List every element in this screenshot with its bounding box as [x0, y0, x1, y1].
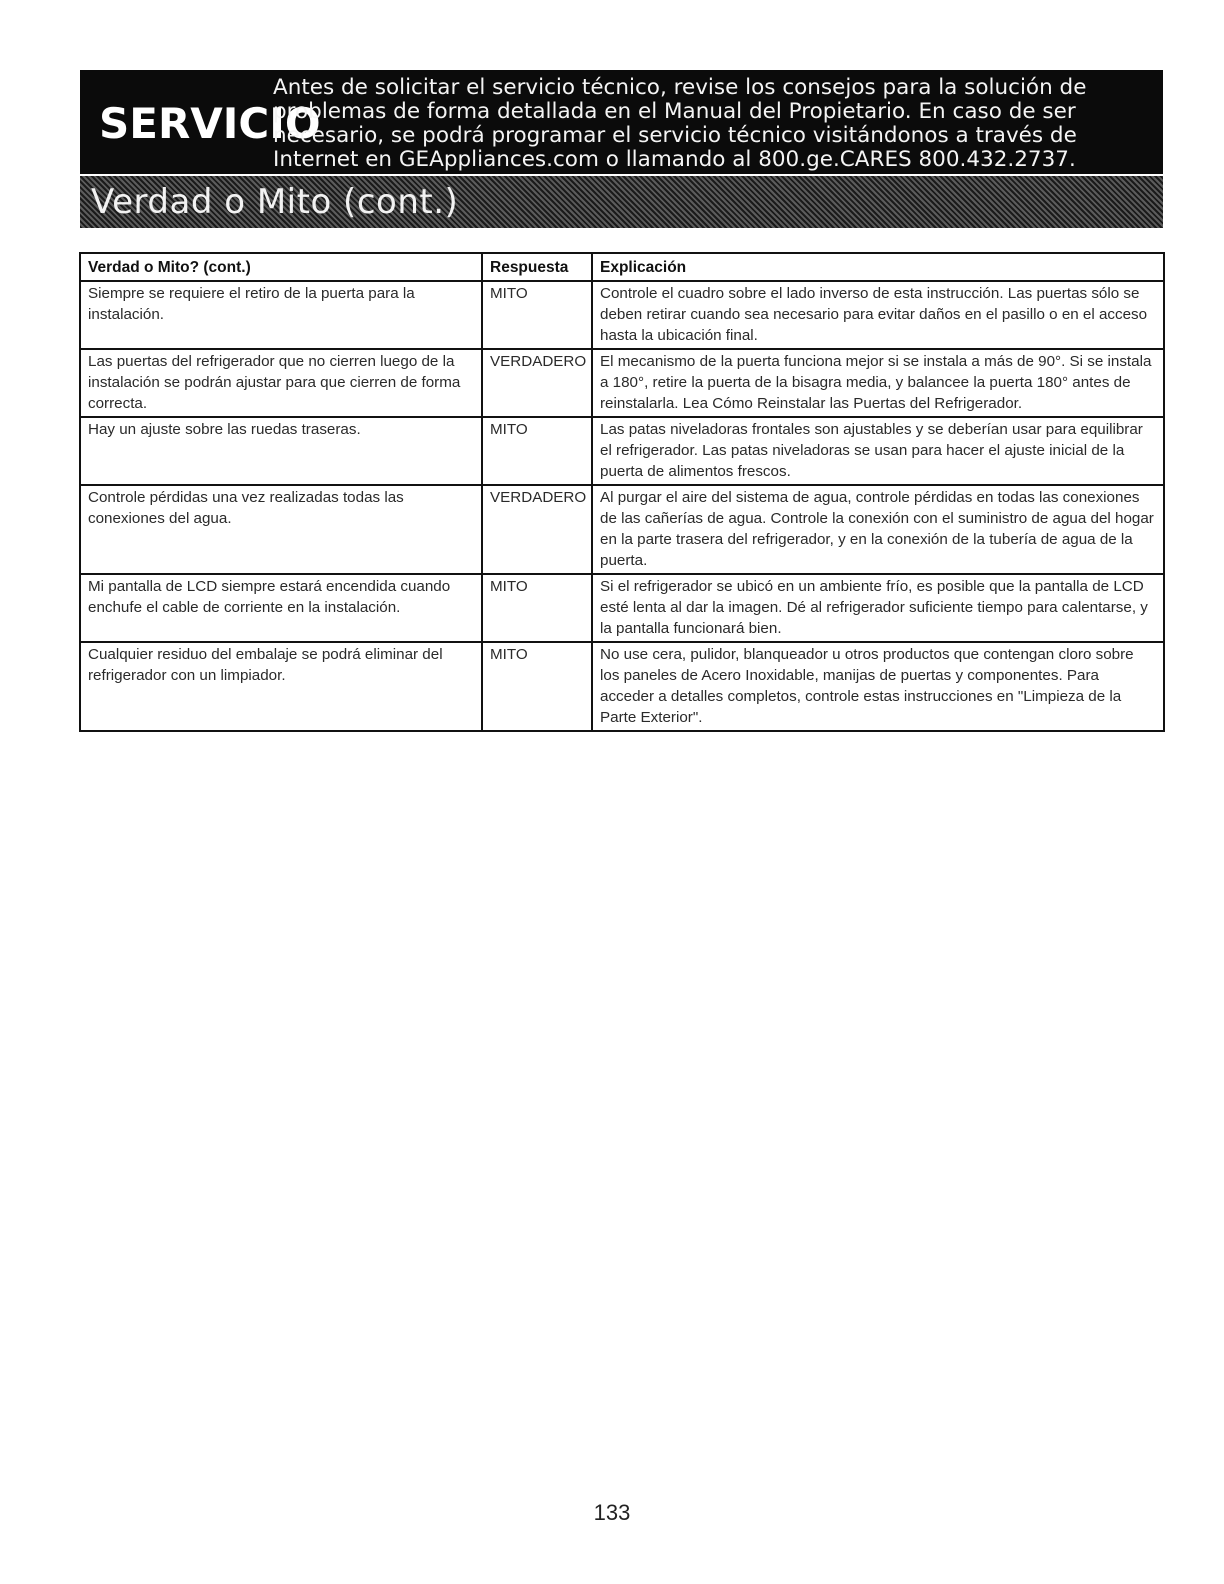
answer-cell: VERDADERO	[482, 485, 592, 574]
page-number: 133	[593, 1500, 631, 1525]
service-banner	[80, 70, 1163, 174]
table-row	[80, 417, 1164, 485]
answer-cell: MITO	[482, 574, 592, 642]
question-cell: Mi pantalla de LCD siempre estará encendida cuando enchufe el cable de corriente en la instalación.	[80, 574, 482, 642]
truth-or-myth-table	[79, 252, 1165, 732]
service-title: SERVICIO	[99, 99, 321, 148]
table-header-row	[80, 253, 1164, 281]
question-cell: Siempre se requiere el retiro de la puerta para la instalación.	[80, 281, 482, 349]
question-cell: Hay un ajuste sobre las ruedas traseras.	[80, 417, 482, 485]
explanation-cell: Las patas niveladoras frontales son ajustables y se deberían usar para equilibrar el refrigerador. Las patas niveladoras se usan para hacer el ajuste inicial de la puerta de alimentos frescos.	[592, 417, 1164, 485]
question-cell: Cualquier residuo del embalaje se podrá eliminar del refrigerador con un limpiador.	[80, 642, 482, 731]
explanation-cell: No use cera, pulidor, blanqueador u otros productos que contengan cloro sobre los paneles de Acero Inoxidable, manijas de puertas y componentes. Para acceder a detalles completos, controle estas instrucciones en "Limpieza de la Parte Exterior".	[592, 642, 1164, 731]
explanation-cell: Si el refrigerador se ubicó en un ambiente frío, es posible que la pantalla de LCD esté lenta al dar la imagen. Dé al refrigerador suficiente tiempo para calentarse, y la pantalla funcionará bien.	[592, 574, 1164, 642]
header-question: Verdad o Mito? (cont.)	[80, 253, 482, 281]
explanation-cell: Al purgar el aire del sistema de agua, controle pérdidas en todas las conexiones de las cañerías de agua. Controle la conexión con el suministro de agua del hogar en la parte trasera del refrigerador, y en la conexión de la tubería de agua de la puerta.	[592, 485, 1164, 574]
explanation-cell: Controle el cuadro sobre el lado inverso de esta instrucción. Las puertas sólo se deben retirar cuando sea necesario para evitar daños en el pasillo o en el acceso hasta la ubicación final.	[592, 281, 1164, 349]
table-row	[80, 281, 1164, 349]
table-row	[80, 574, 1164, 642]
header-answer: Respuesta	[482, 253, 592, 281]
header-explanation: Explicación	[592, 253, 1164, 281]
table-row	[80, 642, 1164, 731]
answer-cell: VERDADERO	[482, 349, 592, 417]
table-row	[80, 485, 1164, 574]
section-bar	[80, 176, 1163, 228]
question-cell: Controle pérdidas una vez realizadas todas las conexiones del agua.	[80, 485, 482, 574]
answer-cell: MITO	[482, 642, 592, 731]
answer-cell: MITO	[482, 281, 592, 349]
question-cell: Las puertas del refrigerador que no cierren luego de la instalación se podrán ajustar para que cierren de forma correcta.	[80, 349, 482, 417]
table-row	[80, 349, 1164, 417]
answer-cell: MITO	[482, 417, 592, 485]
explanation-cell: El mecanismo de la puerta funciona mejor si se instala a más de 90°. Si se instala a 180°, retire la puerta de la bisagra media, y balancee la puerta 180° antes de reinstalarla. Lea Cómo Reinstalar las Puertas del Refrigerador.	[592, 349, 1164, 417]
section-title: Verdad o Mito (cont.)	[91, 182, 459, 222]
service-text: Antes de solicitar el servicio técnico, revise los consejos para la solución de problemas de forma detallada en el Manual del Propietario. En caso de ser necesario, se podrá programar el servicio técnico visitándonos a través de Internet en GEAppliances.com o llamando al 800.ge.CARES 800.432.2737.	[273, 75, 1087, 172]
